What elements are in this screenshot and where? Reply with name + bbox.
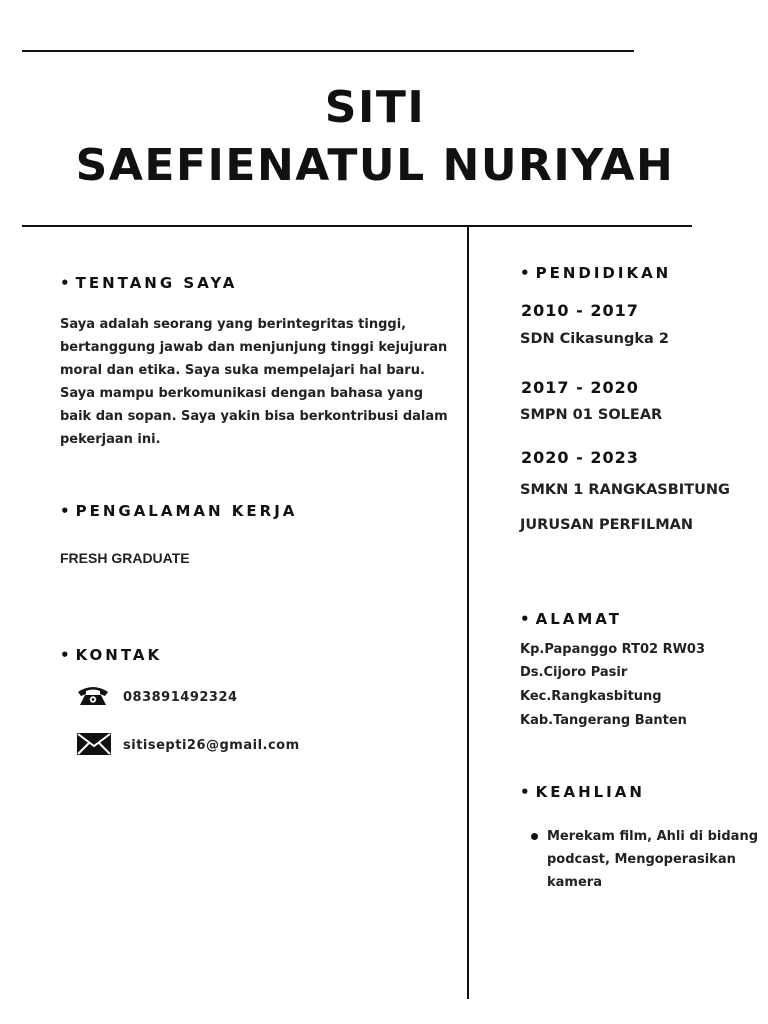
section-heading-skills [520,783,645,801]
heading-label: KEAHLIAN [535,783,645,801]
column-divider [467,227,469,999]
top-divider [22,50,634,52]
heading-label: TENTANG SAYA [75,274,238,292]
header-divider [22,225,692,227]
section-heading-address [520,610,622,628]
section-heading-experience [60,502,297,520]
education-school: SDN Cikasungka 2 [520,331,669,347]
name-first: SITI [324,82,426,133]
bullet: • [520,783,530,801]
address-line: Kec.Rangkasbitung [520,689,662,704]
bullet: • [60,274,70,292]
bullet: • [60,502,70,520]
education-years: 2020 - 2023 [521,448,639,467]
skill-text: Merekam film, Ahli di bidang podcast, Mengoperasikan kamera [547,829,759,890]
bullet: • [520,264,530,282]
address-line: Kp.Papanggo RT02 RW03 [520,642,706,657]
heading-label: KONTAK [75,646,163,664]
address-line: Kab.Tangerang Banten [520,713,687,728]
skill-item [529,825,759,894]
bullet: • [60,646,70,664]
heading-label: ALAMAT [535,610,622,628]
bullet: • [520,610,530,628]
experience-text: FRESH GRADUATE [60,550,190,566]
list-bullet [531,833,538,840]
skills-list [529,825,759,894]
section-heading-education [520,264,671,282]
heading-label: PENDIDIKAN [535,264,672,282]
education-school: SMKN 1 RANGKASBITUNG [520,482,730,498]
address-line: Ds.Cijoro Pasir [520,665,628,680]
education-school: SMPN 01 SOLEAR [520,407,663,423]
telephone-icon [76,683,110,707]
about-text: Saya adalah seorang yang berintegritas tinggi, bertanggung jawab dan menjunjung tinggi kejujuran moral dan etika. Saya suka mempelajari hal baru. Saya mampu berkomunikasi dengan bahasa yang baik dan sopan. Saya yakin bisa berkontribusi dalam pekerjaan ini. [60,317,448,447]
education-major: JURUSAN PERFILMAN [520,517,693,533]
education-years: 2010 - 2017 [521,301,639,320]
email-address[interactable]: sitisepti26@gmail.com [123,738,300,753]
phone-number: 083891492324 [123,690,238,705]
section-heading-about [60,274,237,292]
education-years: 2017 - 2020 [521,378,639,397]
envelope-icon [76,732,110,756]
section-heading-contact [60,646,162,664]
heading-label: PENGALAMAN KERJA [75,502,298,520]
name-last: SAEFIENATUL NURIYAH [75,140,675,191]
